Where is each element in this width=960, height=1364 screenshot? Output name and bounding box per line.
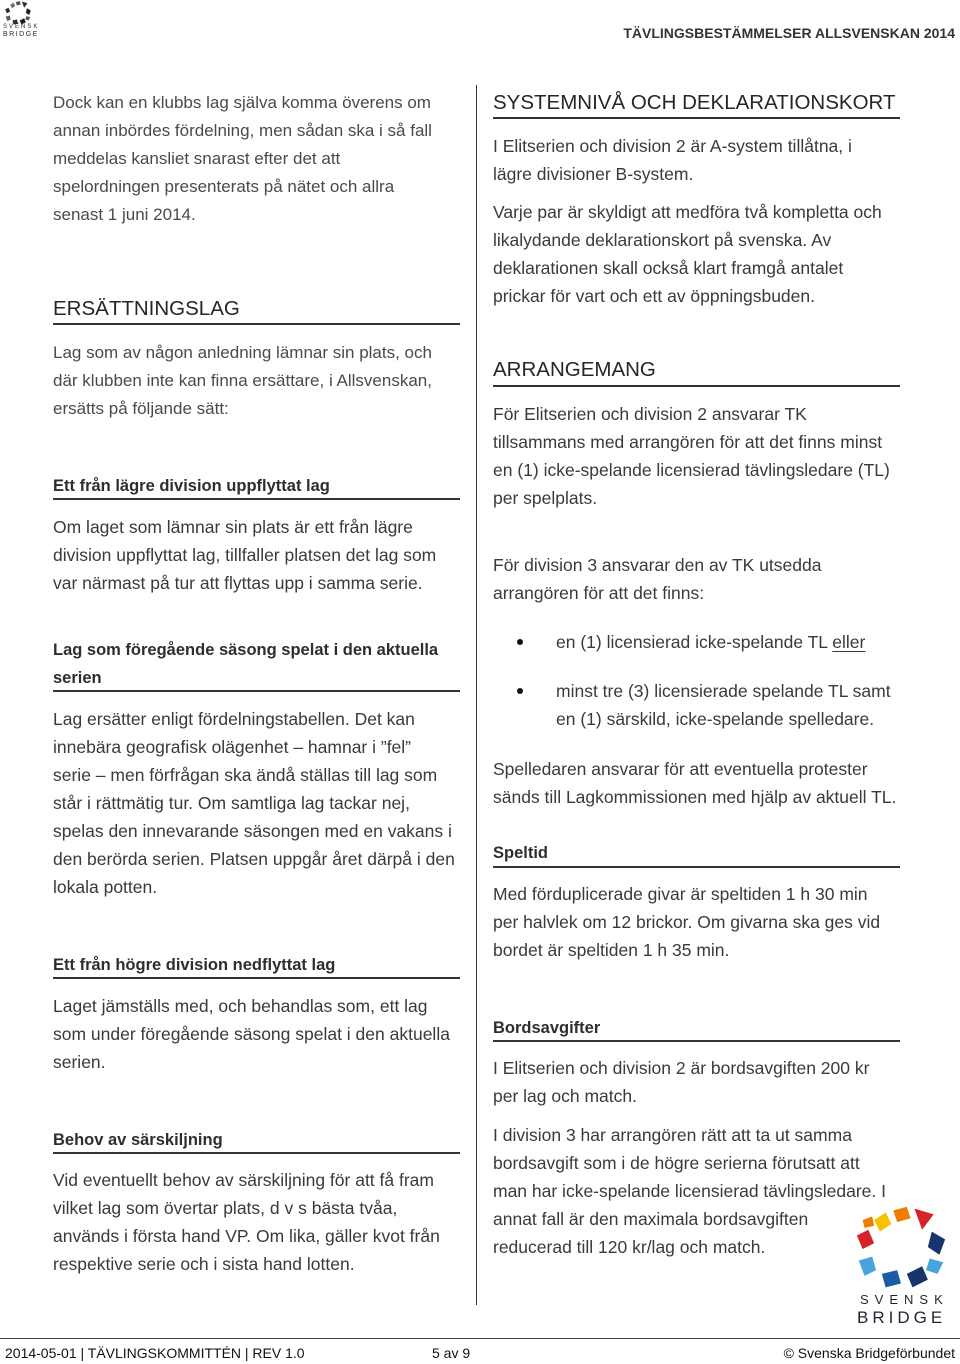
logo-text-bridge: BRIDGE xyxy=(857,1308,947,1327)
heading-arrangemang: ARRANGEMANG xyxy=(493,358,656,381)
column-divider xyxy=(476,85,477,1305)
subheading-rule xyxy=(53,498,460,500)
footer-date-revision: 2014-05-01 | TÄVLINGSKOMMITTÉN | REV 1.0 xyxy=(5,1345,305,1361)
subheading-foregaende-sasong: Lag som föregående säsong spelat i den aktuella serien xyxy=(53,641,439,687)
subheading-rule xyxy=(53,977,460,979)
bullet-item-1-underlined: eller xyxy=(832,632,866,652)
heading-rule xyxy=(53,323,460,325)
paragraph-speltid: Med förduplicerade givar är speltiden 1 h 30 min per halvlek om 12 brickor. Om givarna ska ges vid bordet är speltiden 1 h 35 min. xyxy=(493,884,881,960)
logo-text-svensk: SVENSK xyxy=(860,1292,949,1307)
paragraph-system-1: I Elitserien och division 2 är A-system tillåtna, i lägre divisioner B-system. xyxy=(493,136,852,184)
subheading-rule xyxy=(493,1040,900,1042)
paragraph-sarskiljning: Vid eventuellt behov av särskiljning för att få fram vilket lag som övertar plats, d v s bästa tvåa, används i första hand VP. Om lika, gäller kvot från respektive serie och i sista hand lotten. xyxy=(53,1170,440,1274)
subheading-rule xyxy=(53,690,460,692)
subheading-lagre-division: Ett från lägre division uppflyttat lag xyxy=(53,477,330,495)
intro-paragraph: Dock kan en klubbs lag själva komma överens om annan inbördes fördelning, men sådan ska i så fall meddelas kansliet snarast efter det att spelordningen presenterats på nätet och allra senast 1 juni 2014. xyxy=(53,93,432,224)
paragraph-hogre-division: Laget jämställs med, och behandlas som, ett lag som under föregående säsong spelat i den aktuella serien. xyxy=(53,996,450,1072)
subheading-sarskiljning: Behov av särskiljning xyxy=(53,1131,223,1149)
paragraph-foregaende-sasong: Lag ersätter enligt fördelningstabellen. Det kan innebära geografisk olägenhet – hamnar i ”fel” serie – men förfrågan ska ändå ställas till lag som står i rättmätig tur. Om samtliga lag tackar nej, spelas den innevarande säsongen med en vakans i den berörda serien. Platsen uppgår året därpå i den lokala potten. xyxy=(53,709,455,897)
footer-page-number: 5 av 9 xyxy=(432,1345,471,1361)
paragraph-bordsavgifter-1: I Elitserien och division 2 är bordsavgiften 200 kr per lag och match. xyxy=(493,1058,870,1106)
subheading-rule xyxy=(53,1152,460,1154)
paragraph-lagre-division: Om laget som lämnar sin plats är ett från lägre division uppflyttat lag, tillfaller platsen det lag som var närmast på tur att flyttas upp i samma serie. xyxy=(53,517,437,593)
bullet-item-2: minst tre (3) licensierade spelande TL samt en (1) särskild, icke-spelande spelledare. xyxy=(556,681,891,729)
ersattning-intro-paragraph: Lag som av någon anledning lämnar sin plats, och där klubben inte kan finna ersättare, i Allsvenskan, ersätts på följande sätt: xyxy=(53,343,432,418)
paragraph-system-2: Varje par är skyldigt att medföra två kompletta och likalydande deklarationskort på svenska. Av deklarationen skall också klart framgå antalet prickar för vart och ett av öppningsbuden. xyxy=(493,202,882,306)
footer-copyright: © Svenska Bridgeförbundet xyxy=(783,1345,955,1361)
svensk-bridge-logo-small xyxy=(0,0,38,40)
paragraph-arrangemang-2: För division 3 ansvarar den av TK utsedda arrangören för att det finns: xyxy=(493,555,822,603)
bullet-dot-icon xyxy=(517,639,523,645)
subheading-bordsavgifter: Bordsavgifter xyxy=(493,1019,601,1037)
document-title: TÄVLINGSBESTÄMMELSER ALLSVENSKAN 2014 xyxy=(623,25,955,41)
heading-systemniva: SYSTEMNIVÅ OCH DEKLARATIONSKORT xyxy=(493,91,896,114)
subheading-speltid: Speltid xyxy=(493,844,549,862)
heading-ersattningslag: ERSÄTTNINGSLAG xyxy=(53,297,240,320)
footer-rule xyxy=(0,1338,960,1339)
logo-text-bridge: BRIDGE xyxy=(3,31,39,38)
bullet-dot-icon xyxy=(517,688,523,694)
svensk-bridge-logo-icon xyxy=(4,1,32,25)
bullet-item-1 xyxy=(556,628,865,656)
logo-text-svensk: SVENSK xyxy=(3,24,40,30)
svensk-bridge-logo xyxy=(850,1204,954,1332)
paragraph-spelledaren: Spelledaren ansvarar för att eventuella protester sänds till Lagkommissionen med hjälp av aktuell TL. xyxy=(493,759,897,807)
subheading-hogre-division: Ett från högre division nedflyttat lag xyxy=(53,956,336,974)
heading-rule xyxy=(493,117,900,119)
svensk-bridge-logo-icon xyxy=(853,1206,949,1290)
paragraph-bordsavgifter-2: I division 3 har arrangören rätt att ta ut samma bordsavgift som i de högre serierna förutsatt att man har icke-spelande licensierad tävlingsledare. I annat fall är den maximala bordsavgiften reducerad till 120 kr/lag och match. xyxy=(493,1125,886,1257)
bullet-item-1-text: en (1) licensierad icke-spelande TL xyxy=(556,632,828,652)
paragraph-arrangemang-1: För Elitserien och division 2 ansvarar TK tillsammans med arrangören för att det finns minst en (1) icke-spelande licensierad tävlingsledare (TL) per spelplats. xyxy=(493,404,890,508)
subheading-rule xyxy=(493,866,900,868)
heading-rule xyxy=(493,385,900,387)
